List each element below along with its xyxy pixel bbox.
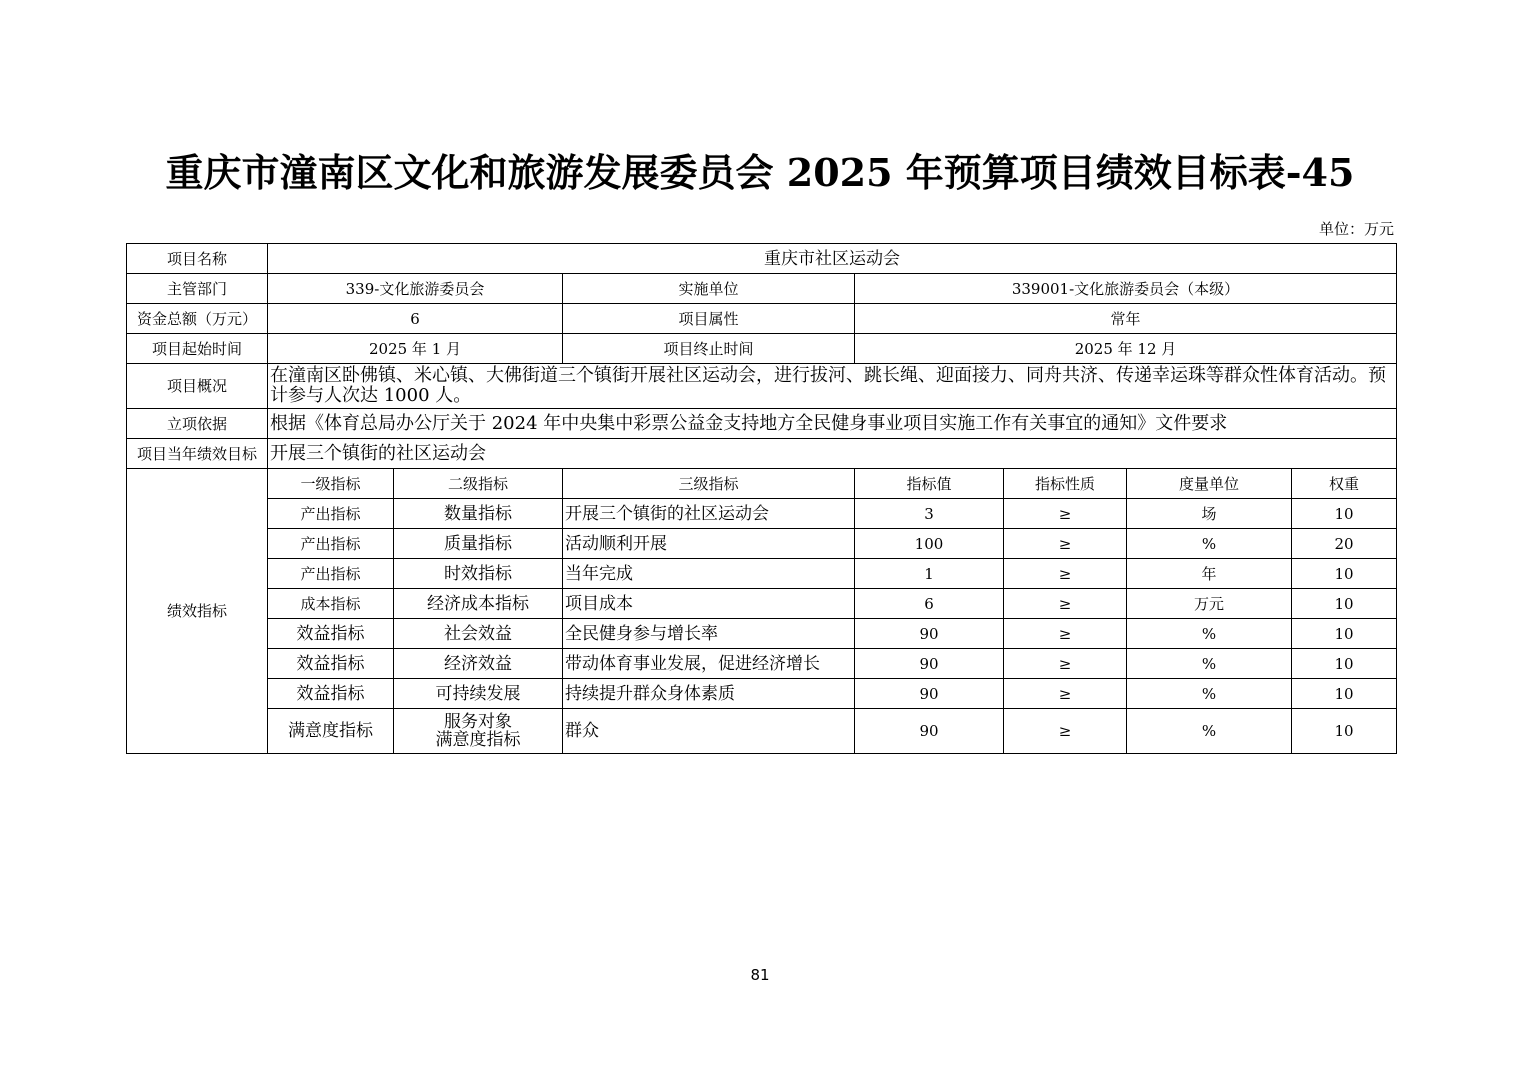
- header-weight: 权重: [1292, 469, 1397, 499]
- indicator-row: [127, 649, 1397, 679]
- row-funds: [127, 304, 1397, 334]
- indicator-l3: 活动顺利开展: [563, 529, 855, 559]
- indicator-row: [127, 679, 1397, 709]
- indicator-l2: 时效指标: [394, 559, 563, 589]
- indicator-unit: %: [1127, 649, 1292, 679]
- indicator-value: 90: [855, 709, 1004, 754]
- indicator-l1: 产出指标: [268, 559, 394, 589]
- indicator-l2-line1: 服务对象: [444, 712, 512, 732]
- indicator-unit: %: [1127, 679, 1292, 709]
- end-value: 2025 年 12 月: [855, 334, 1397, 364]
- indicator-nature: ≥: [1004, 649, 1127, 679]
- performance-table: [126, 243, 1397, 754]
- indicator-row: [127, 529, 1397, 559]
- indicator-l1: 效益指标: [268, 649, 394, 679]
- row-project-name: [127, 244, 1397, 274]
- header-l2: 二级指标: [394, 469, 563, 499]
- indicators-section-label: 绩效指标: [127, 469, 268, 754]
- indicator-l2: 可持续发展: [394, 679, 563, 709]
- indicator-value: 1: [855, 559, 1004, 589]
- row-goal: [127, 439, 1397, 469]
- page-title: 重庆市潼南区文化和旅游发展委员会 2025 年预算项目绩效目标表-45: [165, 150, 1355, 195]
- project-name-value: 重庆市社区运动会: [268, 244, 1397, 274]
- goal-value: 开展三个镇街的社区运动会: [268, 439, 1397, 469]
- dept-label: 主管部门: [127, 274, 268, 304]
- overview-label: 项目概况: [127, 364, 268, 409]
- indicator-value: 90: [855, 679, 1004, 709]
- end-label: 项目终止时间: [563, 334, 855, 364]
- indicator-weight: 10: [1292, 589, 1397, 619]
- indicator-l1: 效益指标: [268, 679, 394, 709]
- indicator-l3: 群众: [563, 709, 855, 754]
- indicator-l3: 项目成本: [563, 589, 855, 619]
- goal-label: 项目当年绩效目标: [127, 439, 268, 469]
- indicator-nature: ≥: [1004, 619, 1127, 649]
- indicator-nature: ≥: [1004, 709, 1127, 754]
- indicator-l1: 产出指标: [268, 529, 394, 559]
- indicator-l3: 带动体育事业发展，促进经济增长: [563, 649, 855, 679]
- indicator-l2-line2: 满意度指标: [435, 730, 521, 750]
- row-basis: [127, 409, 1397, 439]
- project-name-label: 项目名称: [127, 244, 268, 274]
- indicator-row: [127, 709, 1397, 754]
- indicator-l2: 数量指标: [394, 499, 563, 529]
- funds-value: 6: [268, 304, 563, 334]
- indicator-weight: 10: [1292, 619, 1397, 649]
- indicator-l1: 成本指标: [268, 589, 394, 619]
- indicator-l2: 质量指标: [394, 529, 563, 559]
- header-l1: 一级指标: [268, 469, 394, 499]
- indicator-l3: 持续提升群众身体素质: [563, 679, 855, 709]
- start-value: 2025 年 1 月: [268, 334, 563, 364]
- indicator-weight: 20: [1292, 529, 1397, 559]
- indicator-weight: 10: [1292, 679, 1397, 709]
- indicator-unit: %: [1127, 709, 1292, 754]
- dept-value: 339-文化旅游委员会: [268, 274, 563, 304]
- indicator-unit: 万元: [1127, 589, 1292, 619]
- indicator-l2: 社会效益: [394, 619, 563, 649]
- indicator-value: 90: [855, 649, 1004, 679]
- header-unit: 度量单位: [1127, 469, 1292, 499]
- indicator-row: [127, 589, 1397, 619]
- indicator-row: [127, 619, 1397, 649]
- indicator-row: [127, 499, 1397, 529]
- indicator-nature: ≥: [1004, 529, 1127, 559]
- indicator-weight: 10: [1292, 649, 1397, 679]
- row-department: [127, 274, 1397, 304]
- basis-label: 立项依据: [127, 409, 268, 439]
- start-label: 项目起始时间: [127, 334, 268, 364]
- indicator-weight: 10: [1292, 709, 1397, 754]
- attr-value: 常年: [855, 304, 1397, 334]
- page-number: 81: [750, 966, 770, 984]
- overview-value: 在潼南区卧佛镇、米心镇、大佛街道三个镇街开展社区运动会，进行拔河、跳长绳、迎面接力、同舟共济、传递幸运珠等群众性体育活动。预计参与人次达 1000 人。: [268, 364, 1397, 409]
- row-period: [127, 334, 1397, 364]
- indicator-l1: 产出指标: [268, 499, 394, 529]
- indicator-row: [127, 559, 1397, 589]
- header-l3: 三级指标: [563, 469, 855, 499]
- indicator-unit: 场: [1127, 499, 1292, 529]
- row-overview: [127, 364, 1397, 409]
- indicator-nature: ≥: [1004, 559, 1127, 589]
- attr-label: 项目属性: [563, 304, 855, 334]
- indicator-l3: 当年完成: [563, 559, 855, 589]
- indicator-l2: [394, 709, 563, 754]
- indicator-value: 90: [855, 619, 1004, 649]
- indicator-unit: 年: [1127, 559, 1292, 589]
- indicator-unit: %: [1127, 619, 1292, 649]
- unit-label: 单位：万元: [1318, 220, 1394, 238]
- impl-label: 实施单位: [563, 274, 855, 304]
- indicator-weight: 10: [1292, 499, 1397, 529]
- header-value: 指标值: [855, 469, 1004, 499]
- indicator-l3: 全民健身参与增长率: [563, 619, 855, 649]
- indicator-value: 100: [855, 529, 1004, 559]
- funds-label: 资金总额（万元）: [127, 304, 268, 334]
- indicator-l2: 经济效益: [394, 649, 563, 679]
- indicator-header-row: [127, 469, 1397, 499]
- indicator-weight: 10: [1292, 559, 1397, 589]
- indicator-value: 3: [855, 499, 1004, 529]
- basis-value: 根据《体育总局办公厅关于 2024 年中央集中彩票公益金支持地方全民健身事业项目实施工作有关事宜的通知》文件要求: [268, 409, 1397, 439]
- indicator-nature: ≥: [1004, 499, 1127, 529]
- indicator-l1: 满意度指标: [268, 709, 394, 754]
- indicator-l2: 经济成本指标: [394, 589, 563, 619]
- indicator-l3: 开展三个镇街的社区运动会: [563, 499, 855, 529]
- header-nature: 指标性质: [1004, 469, 1127, 499]
- indicator-value: 6: [855, 589, 1004, 619]
- indicator-nature: ≥: [1004, 679, 1127, 709]
- indicator-l1: 效益指标: [268, 619, 394, 649]
- indicator-nature: ≥: [1004, 589, 1127, 619]
- indicator-unit: %: [1127, 529, 1292, 559]
- impl-value: 339001-文化旅游委员会（本级）: [855, 274, 1397, 304]
